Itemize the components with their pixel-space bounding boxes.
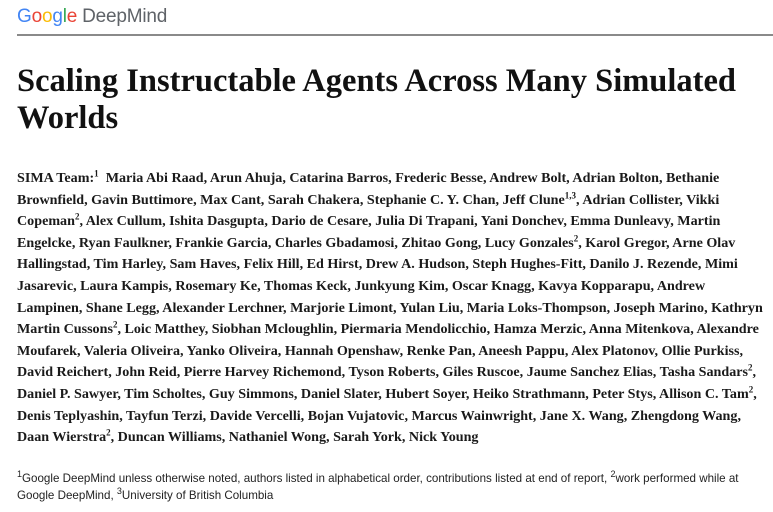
author-name: Vikki Copeman (17, 191, 720, 230)
author-name: Allison C. Tam (659, 385, 749, 402)
author-name: Daniel P. Sawyer (17, 385, 118, 402)
author-name: Pierre Harvey Richemond (183, 364, 342, 381)
paper-title: Scaling Instructable Agents Across Many Simulated Worlds (17, 63, 736, 136)
author-name: Catarina Barros (289, 170, 389, 186)
team-label: SIMA Team: (17, 170, 95, 186)
author-name: Stephanie C. Y. Chan (366, 191, 496, 208)
author-name: Jeff Clune (502, 191, 565, 208)
author-name: David Reichert (17, 364, 109, 381)
author-name: Sarah Chakera (267, 191, 360, 208)
author-name: Dario de Cesare (271, 213, 369, 230)
author-name: Loic Matthey (124, 321, 205, 338)
deepmind-wordmark: DeepMind (82, 6, 168, 27)
author-name: Hannah Openshaw (284, 342, 400, 359)
author-name: Yani Donchev (480, 213, 564, 230)
author-affiliation-sup: 2 (106, 427, 111, 438)
author-name: Giles Ruscoe (442, 364, 520, 381)
author-name: Zhitao Gong (401, 234, 478, 251)
author-name: Felix Hill (243, 256, 300, 273)
author-name: Kavya Kopparapu (538, 277, 651, 294)
author-name: Drew A. Hudson (365, 256, 466, 273)
author-name: Hubert Soyer (385, 385, 466, 402)
author-name: Arne Olav Hallingstad (17, 234, 736, 273)
author-list: SIMA Team:$^1$ Maria Abi Raad, Arun Ahuja, Catarina Barros, Frederic Besse, Andrew Bolt, Adrian Bolton, Bethanie Brownfield, Gavin Buttimore, Max Cant, Sarah Chakera, Stephanie C. Y. Chan, Jeff Clune$^{1,3}$, Adrian Collister, Vikki Copeman$^2$, Alex Cullum, Ishita Dasgupta, Dario de Cesare, Julia Di Trapani, Yani Donchev, Emma Dunleavy, Martin Engelcke, Ryan Faulkner, Frankie Garcia, Charles Gbadamosi, Zhitao Gong, Lucy Gonzales$^2$, Karol Gregor, Arne Olav Hallingstad, Tim Harley, Sam Haves, Felix Hill, Ed Hirst, Drew A. Hudson, Steph Hughes-Fitt, Danilo J. Rezende, Mimi Jasarevic, Laura Kampis, Rosemary Ke, Thomas Keck, Junkyung Kim, Oscar Knagg, Kavya Kopparapu, Andrew Lampinen, Shane Legg, Alexander Lerchner, Marjorie Limont, Yulan Liu, Maria Loks-Thompson, Joseph Marino, Kathryn Martin Cussons$^2$, Loic Matthey, Siobhan Mcloughlin, Piermaria Mendolicchio, Hamza Merzic, Anna Mitenkova, Alexandre Moufarek, Valeria Oliveira, Yanko Oliveira, Hannah Openshaw, Renke Pan, Aneesh Pappu, Alex Platonov, Ollie Purkiss, David Reichert, John Reid, Pierre Harvey Richemond, Tyson Roberts, Giles Ruscoe, Jaume Sanchez Elias, Tasha Sandars$^2$, Daniel P. Sawyer, Tim Scholtes, Guy Simmons, Daniel Slater, Hubert Soyer, Heiko Strathmann, Peter Stys, Allison C. Tam$^2$, Denis Teplyashin, Tayfun Terzi, Davide Vercelli, Bojan Vujatovic, Marcus Wainwright, Jane X. Wang, Zhengdong Wang, Daan Wierstra$^2$, Duncan Williams, Nathaniel Wong, Sarah York, Nick Young (17, 168, 763, 446)
footnote-marker: 2 (610, 469, 616, 480)
author-affiliation-sup: 1,3 (564, 189, 577, 200)
author-name: Piermaria Mendolicchio (340, 321, 487, 338)
author-name: Nick Young (408, 429, 479, 446)
author-name: Karol Gregor (585, 234, 667, 251)
google-letter: l (62, 6, 67, 27)
author-name: Tasha Sandars (659, 364, 748, 381)
author-name: Ed Hirst (306, 256, 359, 273)
author-affiliation-sup: 2 (74, 211, 80, 222)
author-name: Andrew Lampinen (17, 277, 706, 316)
author-name: Thomas Keck (263, 277, 348, 294)
author-name: Jane X. Wang (539, 407, 624, 424)
author-name: Ishita Dasgupta (169, 213, 265, 230)
footnote-text: Google DeepMind unless otherwise noted, authors listed in alphabetical order, contributions listed at end of report, (22, 472, 611, 485)
author-name: Bojan Vujatovic (307, 407, 405, 424)
google-letter: g (52, 6, 63, 27)
author-name: Mimi Jasarevic (17, 256, 738, 294)
author-name: Arun Ahuja (209, 170, 283, 186)
author-name: Alexandre Moufarek (17, 321, 759, 359)
author-name: Ryan Faulkner (78, 234, 169, 251)
author-name: John Reid (115, 364, 177, 381)
author-name: Nathaniel Wong (228, 429, 327, 446)
author-name: Anna Mitenkova (588, 321, 691, 338)
author-name: Yulan Liu (399, 299, 460, 316)
author-name: Laura Kampis (80, 277, 169, 294)
author-name: Shane Legg (85, 299, 157, 316)
author-name: Marjorie Limont (290, 299, 393, 316)
author-name: Duncan Williams (117, 429, 222, 446)
affiliation-footnote (17, 471, 767, 504)
author-name: Valeria Oliveira (83, 342, 180, 359)
author-name: Alex Platonov (571, 342, 655, 359)
author-name: Ollie Purkiss (661, 342, 740, 359)
author-name: Jaume Sanchez Elias (526, 364, 653, 381)
author-name: Aneesh Pappu (478, 342, 565, 359)
author-name: Renke Pan (406, 342, 473, 359)
author-name: Sam Haves (169, 256, 237, 273)
author-name: Oscar Knagg (451, 277, 532, 294)
author-name: Marcus Wainwright (411, 407, 533, 424)
author-name: Frederic Besse (395, 170, 483, 186)
author-name: Alexander Lerchner (162, 299, 284, 316)
header-divider (17, 34, 773, 36)
author-name: Gavin Buttimore (91, 191, 194, 208)
author-name: Maria Loks-Thompson (466, 299, 607, 316)
author-name: Peter Stys (592, 385, 653, 402)
footnote-marker: 3 (116, 485, 122, 496)
author-name: Siobhan Mcloughlin (211, 321, 334, 338)
author-name: Joseph Marino (613, 299, 705, 316)
author-name: Guy Simmons (208, 385, 294, 402)
author-name: Kathryn Martin Cussons (17, 299, 763, 338)
author-name: Alex Cullum (85, 213, 163, 230)
author-name: Junkyung Kim (354, 277, 445, 294)
author-name: Yanko Oliveira (186, 342, 278, 359)
author-name: Sarah York (333, 429, 402, 446)
author-affiliation-sup: 2 (748, 362, 753, 373)
author-name: Frankie Garcia (175, 234, 268, 251)
google-wordmark (17, 6, 77, 28)
author-name: Hamza Merzic (493, 321, 583, 338)
author-name: Martin Engelcke (17, 213, 721, 251)
google-letter: o (31, 6, 42, 27)
author-name: Daan Wierstra (17, 429, 107, 446)
author-name: Julia Di Trapani (375, 213, 475, 230)
google-letter: G (17, 6, 32, 27)
author-name: Adrian Bolton (572, 170, 659, 186)
author-name: Danilo J. Rezende (589, 256, 698, 273)
author-name: Tyson Roberts (348, 364, 436, 381)
google-letter: o (41, 6, 53, 27)
footnote-marker: 1 (17, 469, 23, 480)
author-name: Emma Dunleavy (570, 213, 671, 230)
author-name: Andrew Bolt (489, 170, 567, 186)
author-affiliation-sup: 2 (748, 384, 754, 395)
footnote-text: University of British Columbia (121, 488, 274, 502)
author-name: Denis Teplyashin (17, 407, 120, 424)
google-deepmind-logo (17, 5, 167, 29)
author-name: Tayfun Terzi (126, 407, 203, 424)
author-name: Tim Harley (93, 256, 163, 273)
author-name: Rosemary Ke (175, 277, 258, 294)
author-name: Maria Abi Raad (105, 170, 204, 186)
author-name: Adrian Collister (582, 191, 680, 208)
author-name: Daniel Slater (300, 385, 379, 402)
author-name: Davide Vercelli (209, 407, 301, 424)
author-name: Heiko Strathmann (472, 385, 586, 402)
author-name: Bethanie Brownfield (17, 170, 720, 208)
author-name: Max Cant (200, 191, 261, 208)
author-name: Zhengdong Wang (630, 407, 738, 424)
author-name: Tim Scholtes (124, 385, 202, 402)
google-letter: e (66, 6, 78, 27)
author-name: Charles Gbadamosi (274, 234, 395, 251)
footnote-text: work performed while at Google DeepMind, (17, 472, 739, 502)
author-affiliation-sup: 2 (573, 233, 579, 244)
author-name: Lucy Gonzales (484, 234, 574, 251)
author-name: Steph Hughes-Fitt (472, 256, 583, 273)
team-affiliation-sup: 1 (94, 168, 99, 179)
author-affiliation-sup: 2 (112, 319, 118, 330)
